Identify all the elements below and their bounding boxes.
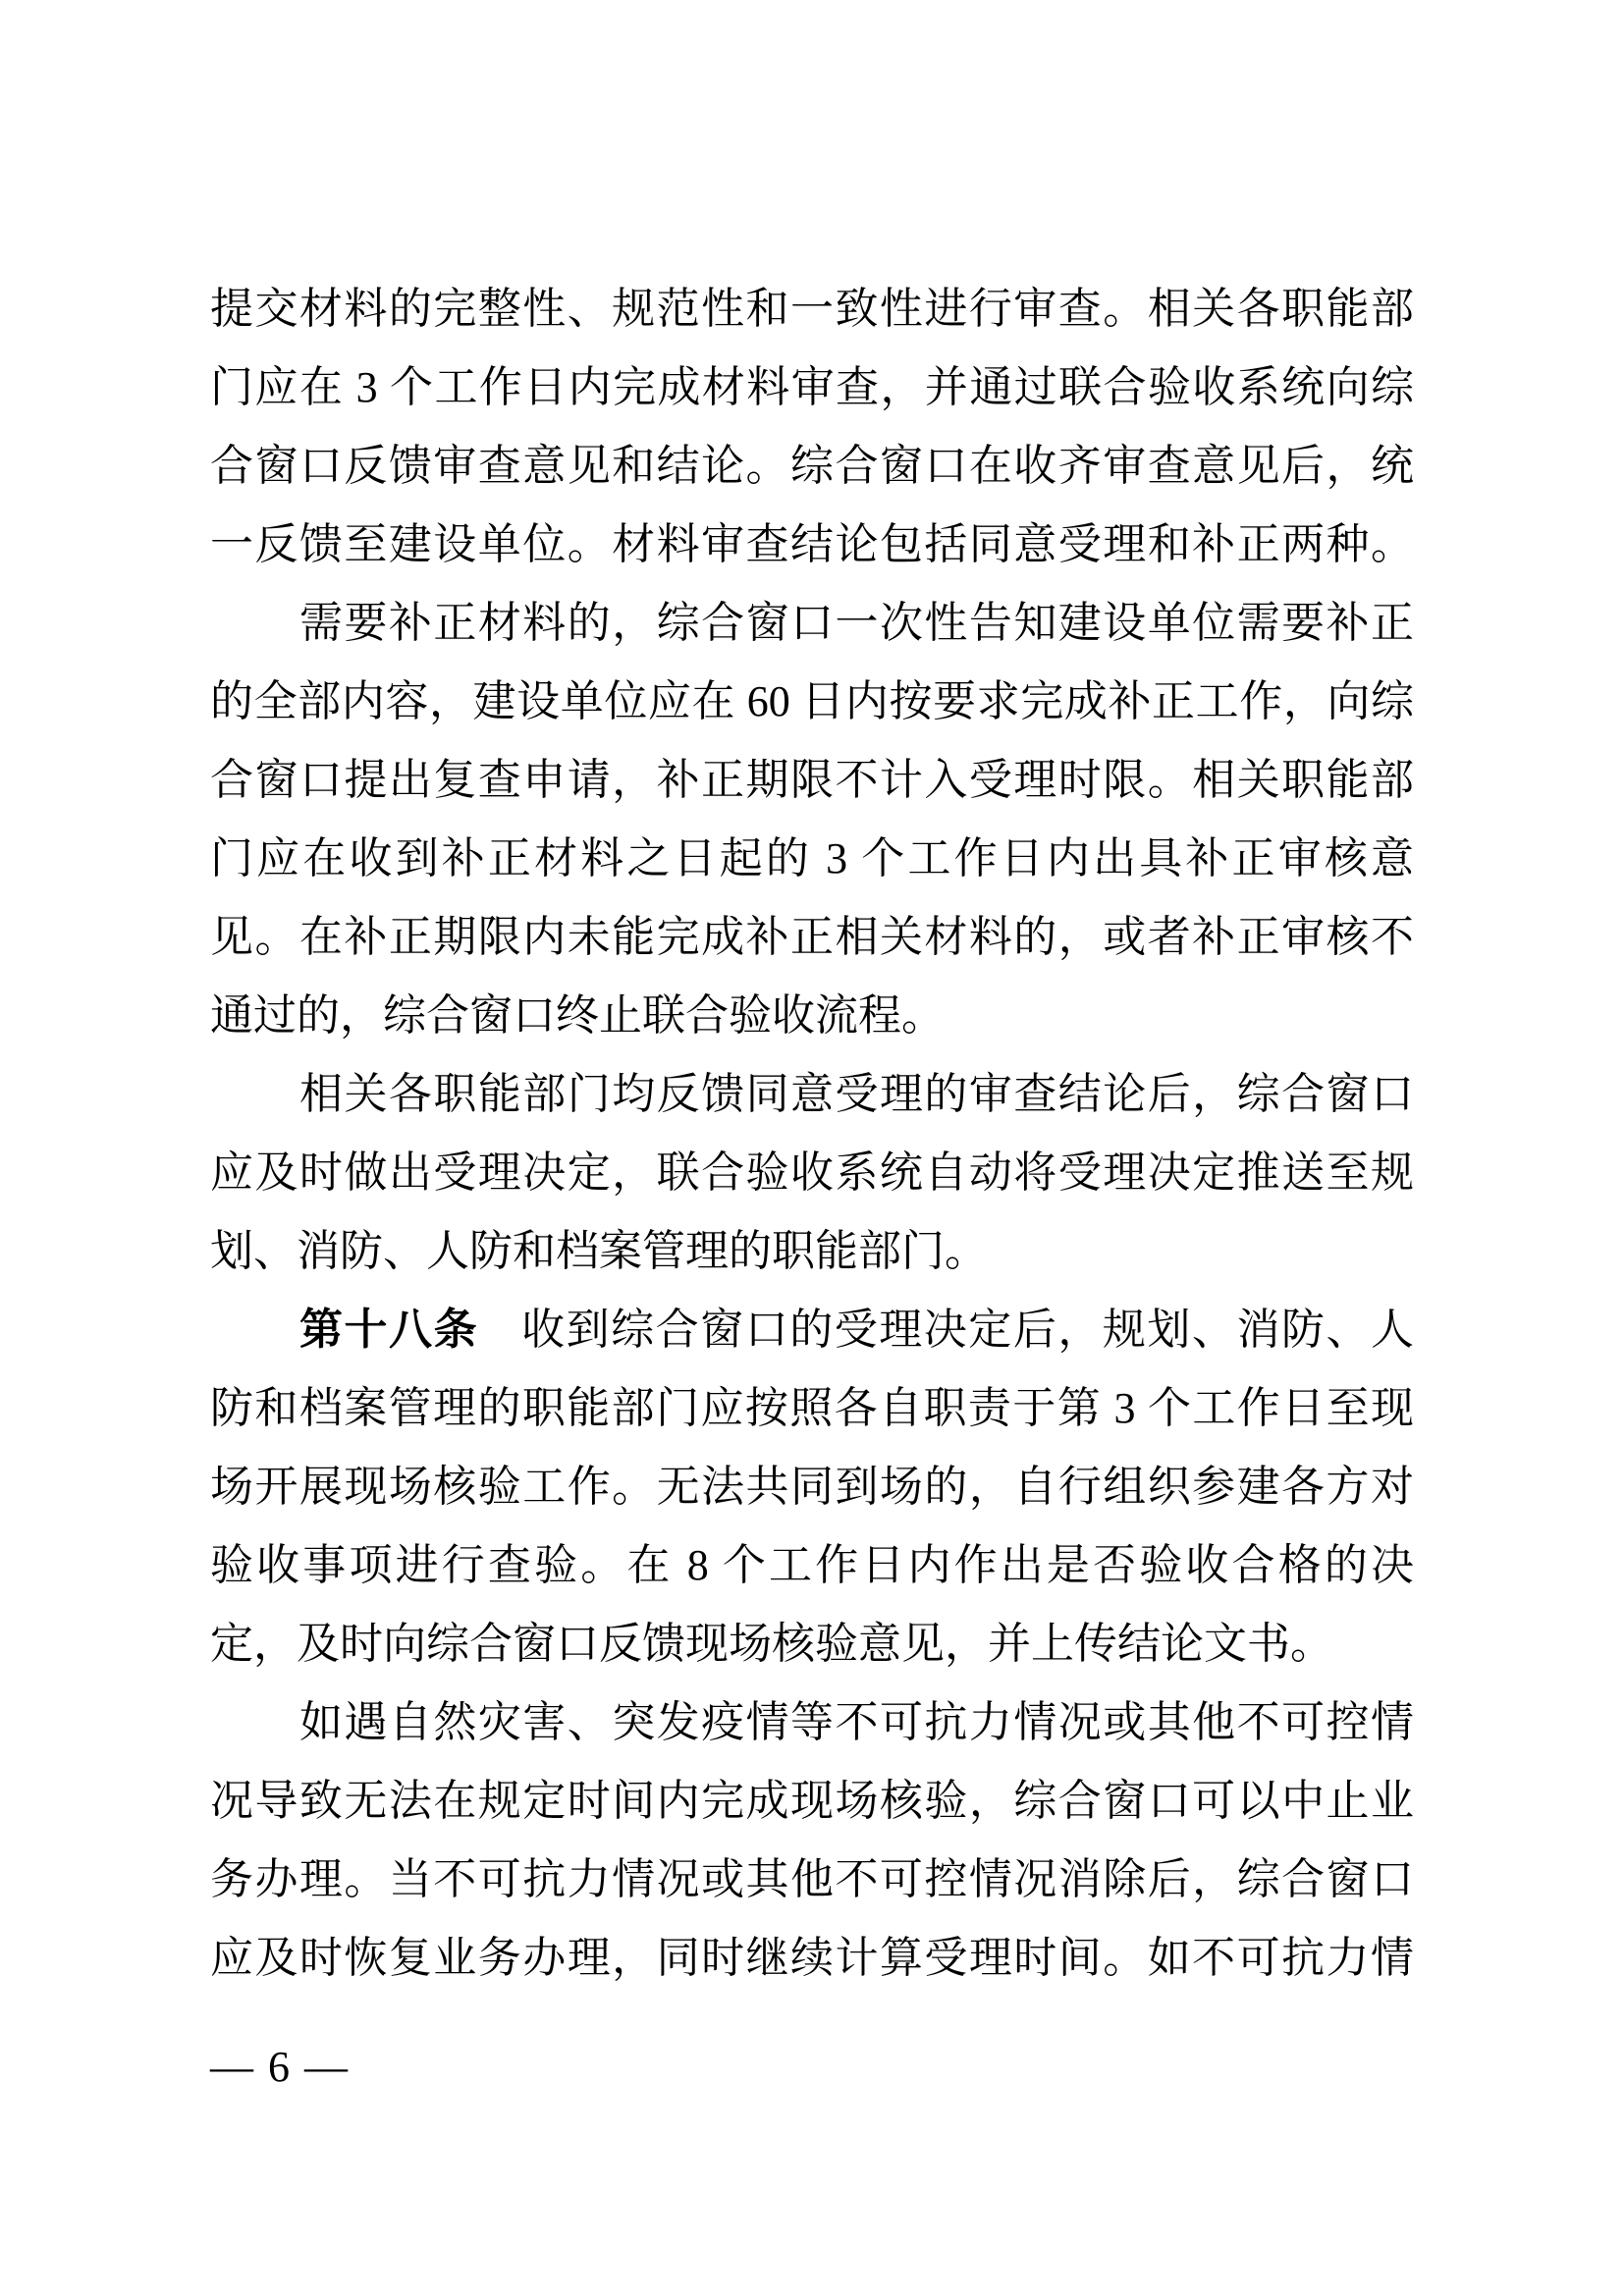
text-line: 提交材料的完整性、规范性和一致性进行审查。相关各职能部 (210, 285, 1414, 333)
text-line: 需要补正材料的，综合窗口一次性告知建设单位需要补正 (299, 599, 1414, 647)
text-line: 况导致无法在规定时间内完成现场核验，综合窗口可以中止业 (210, 1777, 1414, 1825)
page-footer (210, 2038, 350, 2097)
text-line: 务办理。当不可抗力情况或其他不可控情况消除后，综合窗口 (210, 1855, 1414, 1903)
text-line: 验收事项进行查验。在 8 个工作日内作出是否验收合格的决 (210, 1541, 1414, 1589)
text-line: 防和档案管理的职能部门应按照各自职责于第 3 个工作日至现 (210, 1384, 1414, 1432)
text-line: 划、消防、人防和档案管理的职能部门。 (210, 1227, 988, 1275)
text-line: 见。在补正期限内未能完成补正相关材料的，或者补正审核不 (210, 913, 1414, 961)
text-line: 合窗口反馈审查意见和结论。综合窗口在收齐审查意见后，统 (210, 442, 1414, 490)
text-line: 相关各职能部门均反馈同意受理的审查结论后，综合窗口 (299, 1070, 1414, 1118)
text-line: 如遇自然灾害、突发疫情等不可抗力情况或其他不可控情 (299, 1698, 1414, 1746)
text-line: 应及时做出受理决定，联合验收系统自动将受理决定推送至规 (210, 1148, 1414, 1197)
text-line: 门应在 3 个工作日内完成材料审查，并通过联合验收系统向综 (210, 363, 1414, 411)
text-line: 一反馈至建设单位。材料审查结论包括同意受理和补正两种。 (210, 520, 1414, 568)
document-body (210, 270, 1414, 1998)
text-line: 合窗口提出复查申请，补正期限不计入受理时限。相关职能部 (210, 756, 1414, 804)
text-line (210, 1291, 1414, 1369)
text-line: 定，及时向综合窗口反馈现场核验意见，并上传结论文书。 (210, 1620, 1333, 1668)
text-run: 收到综合窗口的受理决定后，规划、消防、人 (521, 1306, 1415, 1354)
article-number-heading: 第十八条 (299, 1306, 479, 1354)
text-line: 场开展现场核验工作。无法共同到场的，自行组织参建各方对 (210, 1463, 1414, 1511)
text-line: 应及时恢复业务办理，同时继续计算受理时间。如不可抗力情 (210, 1934, 1414, 1982)
text-line: 通过的，综合窗口终止联合验收流程。 (210, 991, 945, 1040)
text-line: 门应在收到补正材料之日起的 3 个工作日内出具补正审核意 (210, 834, 1414, 882)
page-number-label: — 6 — (210, 2043, 350, 2091)
text-line: 的全部内容，建设单位应在 60 日内按要求完成补正工作，向综 (210, 677, 1414, 725)
